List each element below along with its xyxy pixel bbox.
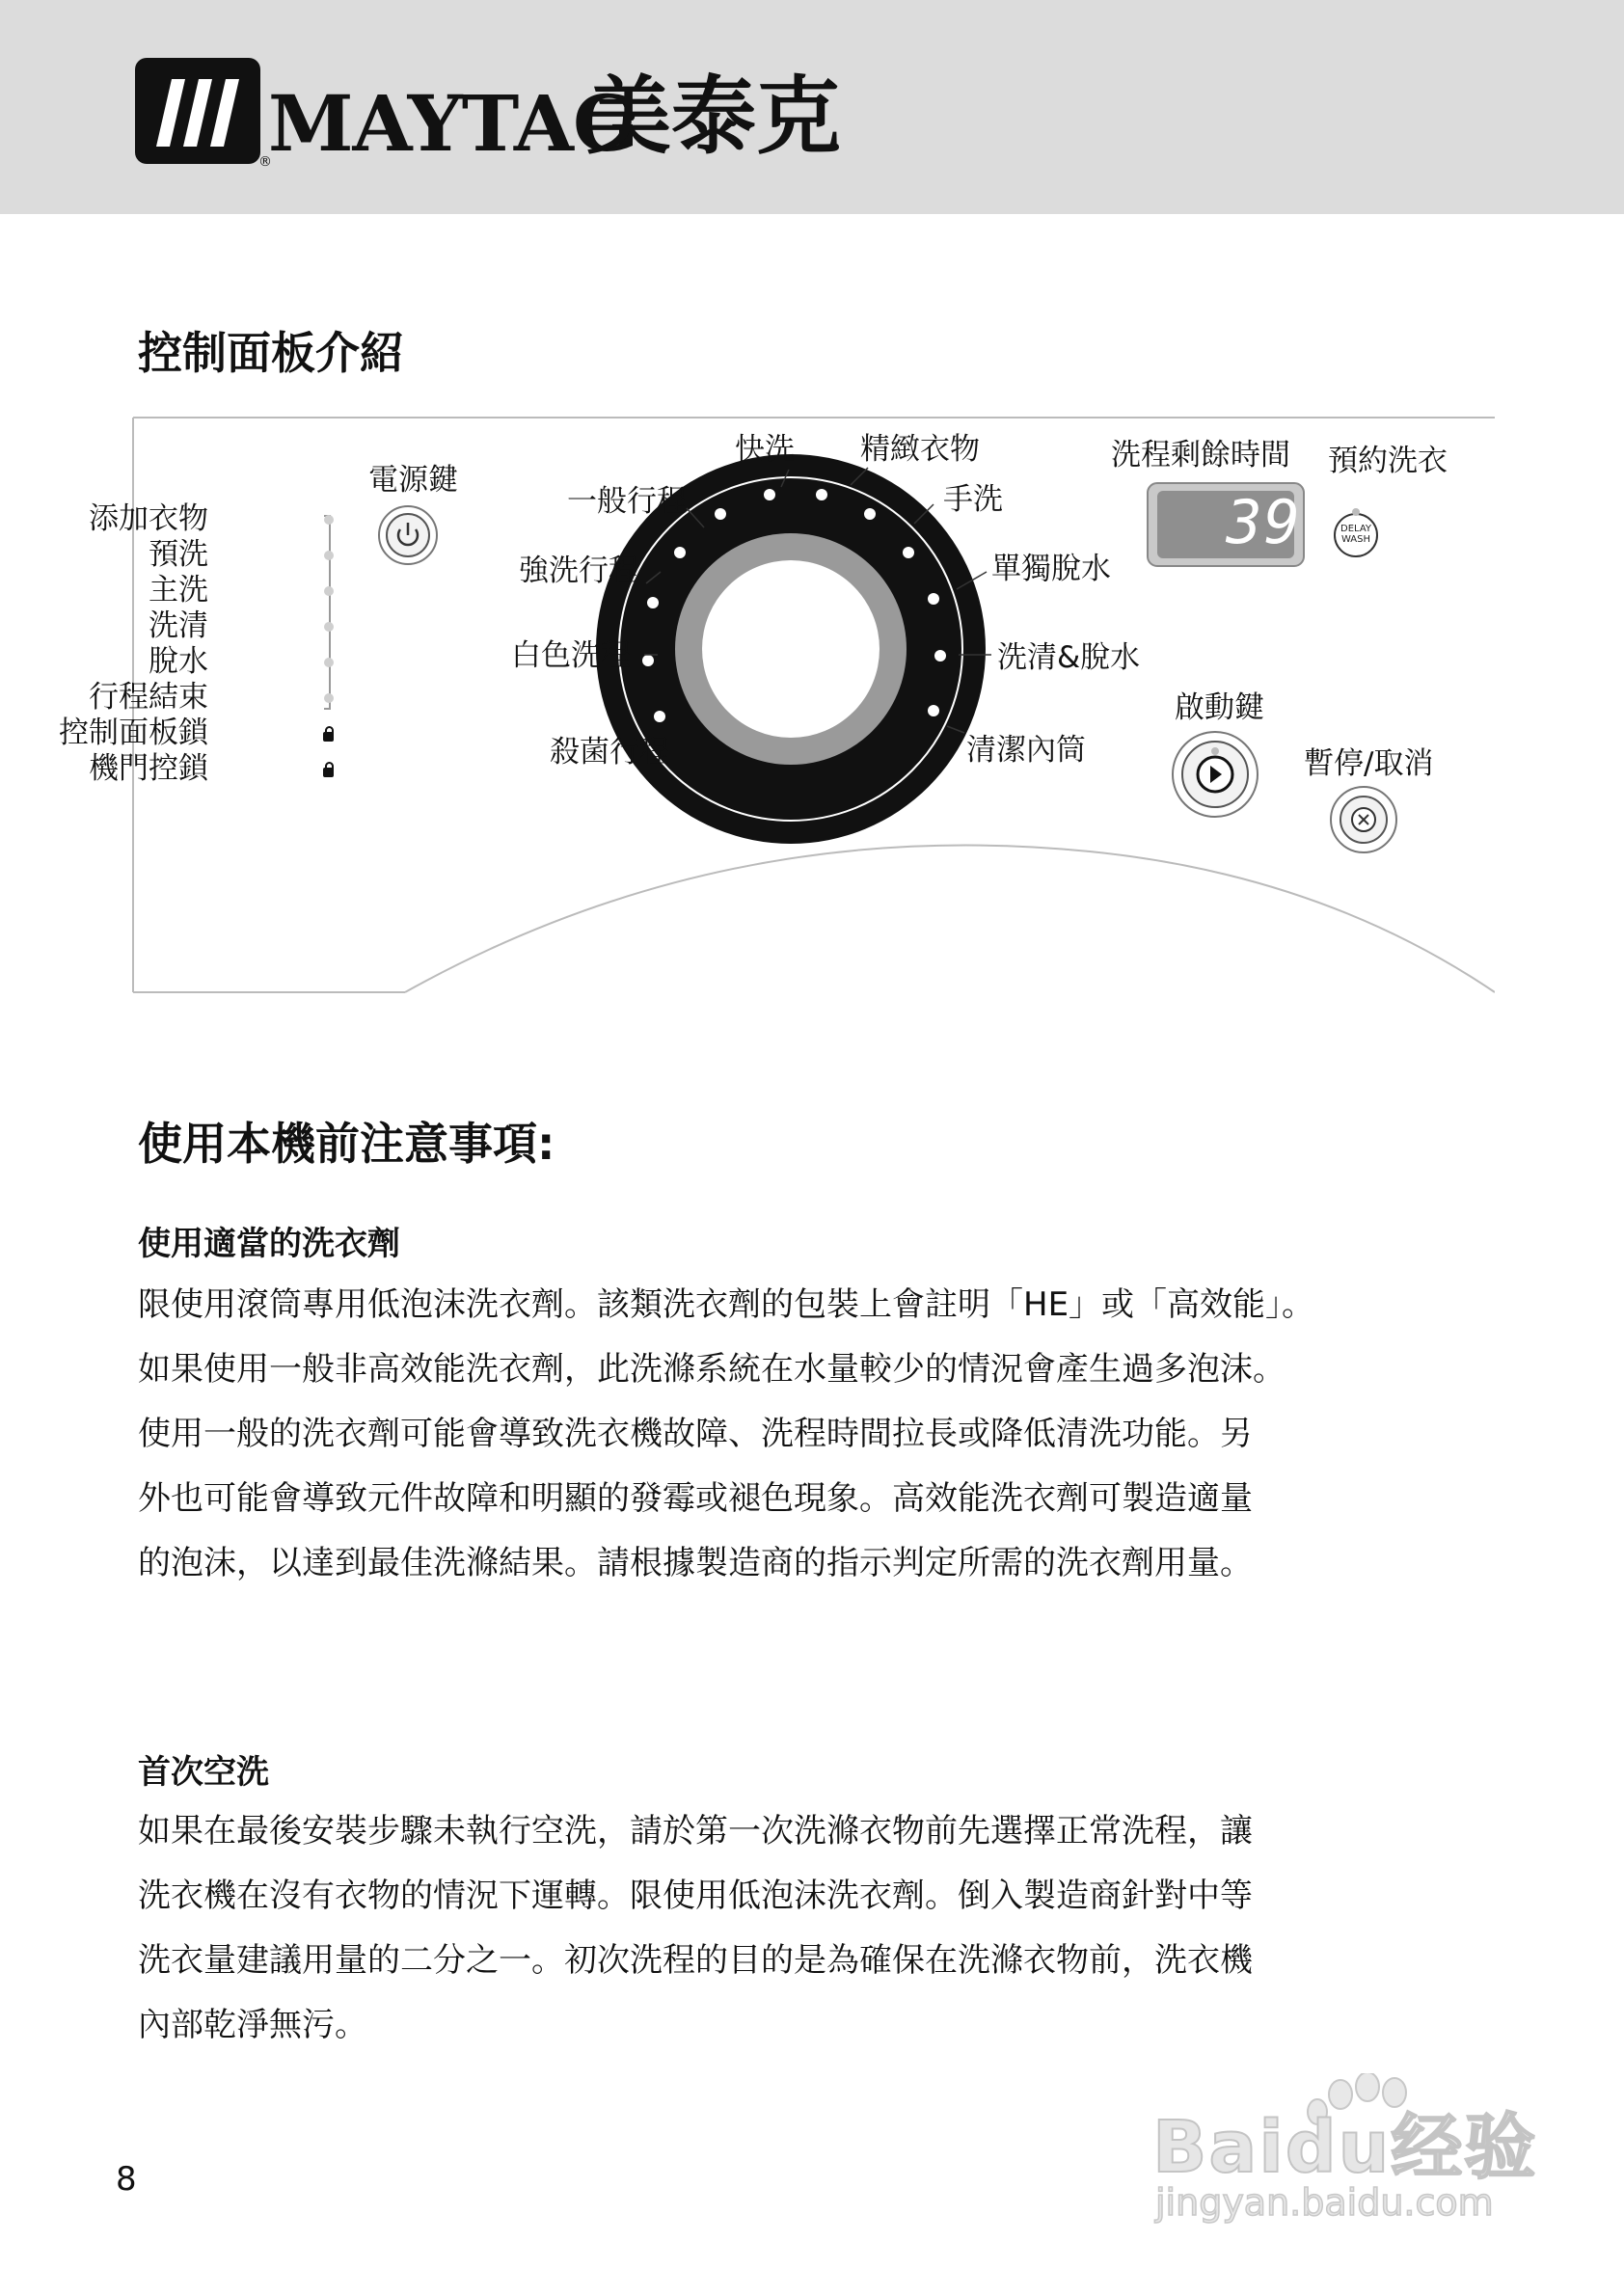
brand-name-zh: 美泰克 <box>586 66 842 166</box>
first-wash-subheading: 首次空洗 <box>138 1753 269 1792</box>
delay-wash-button[interactable] <box>1335 514 1377 556</box>
status-rinse: 洗清 <box>149 608 208 643</box>
status-main-wash: 主洗 <box>149 573 208 608</box>
text-line: 限使用滾筒專用低泡沫洗衣劑。該類洗衣劑的包裝上會註明「HE」或「高效能」。 <box>138 1285 1315 1324</box>
start-button[interactable] <box>1173 732 1258 817</box>
control-panel-diagram <box>59 410 1495 1000</box>
cycle-normal: 一般行程 <box>567 484 687 519</box>
cycle-hand-wash: 手洗 <box>943 482 1003 517</box>
maytag-logo-mark <box>135 58 260 164</box>
time-remaining-display: 39 <box>1226 487 1302 557</box>
cycle-sanitize: 殺菌行程 <box>550 735 669 770</box>
time-remaining-label: 洗程剩餘時間 <box>1111 438 1290 473</box>
cycle-heavy-duty: 強洗行程 <box>519 554 638 588</box>
first-wash-paragraph <box>138 1799 1488 2058</box>
pause-cancel-button[interactable] <box>1331 787 1396 852</box>
control-lock-label: 控制面板鎖 <box>59 716 208 750</box>
text-line: 使用一般的洗衣劑可能會導致洗衣機故障、洗程時間拉長或降低清洗功能。另 <box>138 1415 1253 1453</box>
cycle-selector-dial[interactable] <box>596 454 986 844</box>
pause-cancel-label: 暫停/取消 <box>1304 746 1434 781</box>
cycle-rinse-spin: 洗清&脫水 <box>997 640 1141 675</box>
lock-icon <box>323 732 334 742</box>
power-button[interactable] <box>379 506 437 564</box>
text-line: 洗衣量建議用量的二分之一。初次洗程的目的是為確保在洗滌衣物前，洗衣機 <box>138 1941 1253 1980</box>
status-prewash: 預洗 <box>149 537 208 572</box>
registered-mark: ® <box>258 154 272 170</box>
lock-icon <box>323 768 334 777</box>
status-light <box>324 551 334 560</box>
detergent-paragraph <box>138 1273 1488 1596</box>
text-line: 外也可能會導致元件故障和明顯的發霉或褪色現象。高效能洗衣劑可製造適量 <box>138 1479 1253 1518</box>
page-header <box>0 0 1624 214</box>
wash-text: WASH <box>1340 534 1371 545</box>
status-cycle-done: 行程結束 <box>89 680 208 715</box>
text-line: 內部乾淨無污。 <box>138 2006 367 2044</box>
watermark-logo: Baidu经验 <box>1152 2106 1538 2189</box>
text-line: 如果在最後安裝步驟未執行空洗，請於第一次洗滌衣物前先選擇正常洗程，讓 <box>138 1812 1253 1850</box>
watermark-url: jingyan.baidu.com <box>1155 2181 1494 2224</box>
status-light <box>324 586 334 596</box>
page-number: 8 <box>116 2160 137 2199</box>
status-light <box>324 622 334 632</box>
status-spin: 脫水 <box>149 644 208 679</box>
status-add-garment: 添加衣物 <box>89 501 208 536</box>
text-line: 如果使用一般非高效能洗衣劑，此洗滌系統在水量較少的情況會產生過多泡沫。 <box>138 1350 1286 1389</box>
start-button-label: 啟動鍵 <box>1175 690 1264 725</box>
cycle-spin-only: 單獨脫水 <box>991 552 1111 586</box>
cycle-clean-washer: 清潔內筒 <box>966 733 1086 768</box>
cycle-quick-wash: 快洗 <box>735 432 795 467</box>
delay-wash-label: 預約洗衣 <box>1328 444 1448 478</box>
text-line: 的泡沫，以達到最佳洗滌結果。請根據製造商的指示判定所需的洗衣劑用量。 <box>138 1544 1253 1582</box>
status-light <box>324 693 334 703</box>
precautions-title: 使用本機前注意事項: <box>138 1118 555 1170</box>
control-panel-title: 控制面板介紹 <box>138 327 404 379</box>
maytag-logo <box>135 56 1099 172</box>
brand-name-en: MAYTAG <box>268 78 638 169</box>
delay-text: DELAY <box>1340 524 1371 534</box>
text-line: 洗衣機在沒有衣物的情況下運轉。限使用低泡沫洗衣劑。倒入製造商針對中等 <box>138 1877 1253 1915</box>
door-lock-label: 機門控鎖 <box>89 751 208 786</box>
cycle-whites: 白色洗程 <box>511 638 631 673</box>
power-button-label: 電源鍵 <box>368 463 458 498</box>
detergent-subheading: 使用適當的洗衣劑 <box>138 1225 400 1263</box>
cycle-delicates: 精緻衣物 <box>860 432 980 467</box>
status-light <box>324 515 334 525</box>
status-light <box>324 658 334 667</box>
